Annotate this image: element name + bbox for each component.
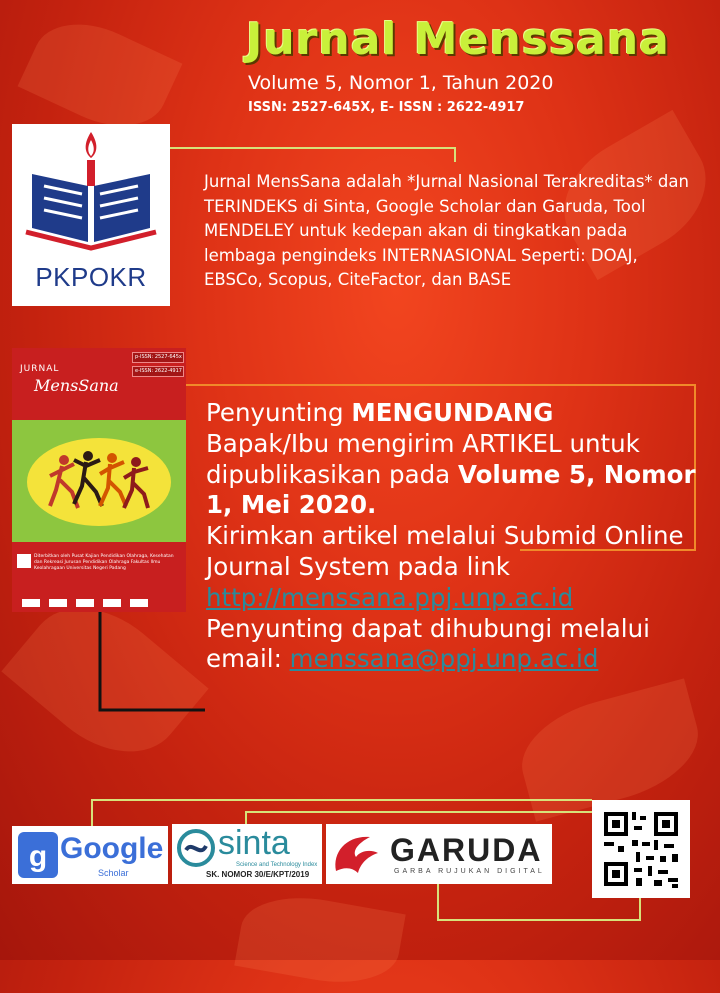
garuda-logo (326, 824, 552, 884)
cover-jurnal-label: JURNAL (20, 364, 60, 374)
cover-online-issn: e-ISSN: 2622-4917 (132, 366, 184, 377)
cover-print-issn: p-ISSN: 2527-645x (132, 352, 184, 363)
cover-index-logos (22, 592, 172, 602)
sinta-sk-number: SK. NOMOR 30/E/KPT/2019 (206, 870, 310, 879)
invitation-line-2: Bapak/Ibu mengirim ARTIKEL untuk dipublikasikan pada (206, 428, 640, 489)
journal-title: Jurnal Menssana (246, 14, 670, 65)
athletes-illustration-icon (12, 420, 186, 542)
sinta-name: sinta (218, 824, 290, 862)
sinta-tagline: Science and Technology Index (236, 862, 318, 868)
sinta-logo (172, 824, 322, 884)
open-book-torch-icon (12, 124, 170, 254)
issn-info: ISSN: 2527-645X, E- ISSN : 2622-4917 (248, 100, 525, 115)
google-scholar-g-icon (16, 830, 60, 880)
invitation-emphasis: MENGUNDANG (351, 398, 554, 427)
cover-footer (12, 542, 186, 612)
garuda-name: GARUDA (390, 832, 543, 868)
journal-description: Jurnal MensSana adalah *Jurnal Nasional Terakreditas* dan TERINDEKS di Sinta, Google Scholar dan Garuda, Tool MENDELEY untuk kedepan akan di tingkatkan pada lembaga pengindeks INTERNASIONAL Seperti: DOAJ, EBSCo, Scopus, CiteFactor, dan BASE (204, 172, 689, 289)
google-scholar-name: Google (60, 832, 164, 865)
submission-link[interactable]: http://menssana.ppj.unp.ac.id (206, 582, 574, 612)
invitation-line-3: Kirimkan artikel melalui Submid Online Journal System pada link (206, 521, 684, 581)
garuda-tagline: GARBA RUJUKAN DIGITAL (394, 868, 545, 875)
invitation-line-1: Penyunting (206, 398, 352, 427)
contact-email-link[interactable]: menssana@ppj.unp.ac.id (289, 644, 599, 674)
cover-header (12, 348, 186, 420)
cover-journal-name: MensSana (34, 376, 119, 395)
volume-emphasis: Volume 5, Nomor 1, Mei 2020. (206, 459, 696, 520)
svg-text:g: g (28, 840, 48, 873)
google-scholar-logo (12, 826, 168, 884)
invitation-line-4: Penyunting dapat dihubungi melalui email: (206, 613, 650, 674)
cover-publisher-credit: Diterbitkan oleh Pusat Kajian Pendidikan Olahraga, Kesehatan dan Rekreasi Jurusan Pendidikan Olahraga Fakultas Ilmu Keolahragaan Universitas Negeri Padang (34, 554, 174, 571)
volume-info: Volume 5, Nomor 1, Tahun 2020 (248, 72, 554, 94)
publisher-logo-text: PKPOKR (35, 262, 147, 292)
google-scholar-sub: Scholar (98, 868, 129, 878)
publisher-logo (12, 124, 170, 306)
sinta-emblem-icon (176, 828, 216, 868)
qr-code (592, 800, 690, 898)
journal-cover (12, 348, 186, 612)
cover-image-area (12, 420, 186, 542)
garuda-bird-icon (330, 831, 382, 877)
cover-footer-logo (17, 554, 31, 568)
invitation-text (206, 398, 711, 675)
qr-code-icon (592, 800, 690, 898)
